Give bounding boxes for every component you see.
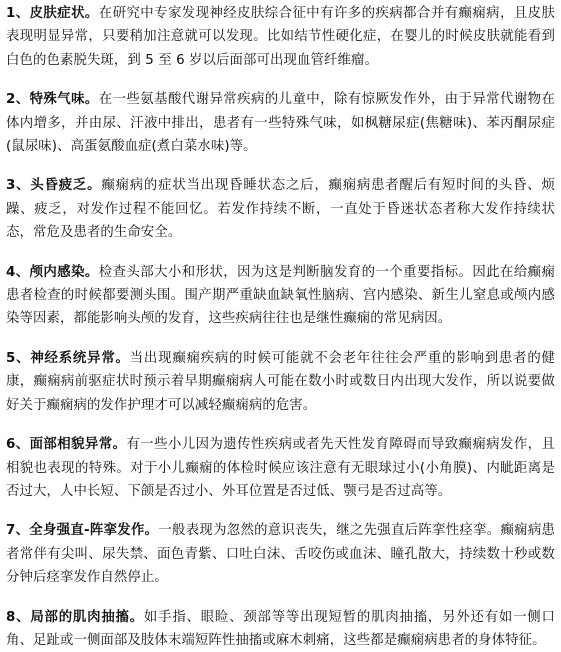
paragraph-facial-features [6, 433, 555, 503]
paragraph-intracranial-infection [6, 261, 555, 331]
paragraph-text: 检查头部大小和形状，因为这是判断脑发育的一个重要指标。因此在给癫痫患者检查的时候都要测头围。围产期严重缺血缺氧性脑病、宫内感染、新生儿窒息或颅内感染等因素，都能影响头颅的发育，这些疾病往往也是继性癫痫的常见病因。 [6, 264, 555, 327]
paragraph-heading: 3、头昏疲乏。 [6, 178, 102, 194]
paragraph-text: 如手指、眼睑、颈部等等出现短暂的肌肉抽搐，另外还有如一侧口角、足趾或一侧面部及肢体末端短阵性抽搐或麻木刺痛，这些都是癫痫病患者的身体特征。 [6, 609, 555, 648]
paragraph-heading: 4、颅内感染。 [6, 264, 99, 280]
paragraph-dizziness-fatigue [6, 174, 555, 244]
paragraph-muscle-twitching [6, 606, 555, 652]
paragraph-text: 在一些氨基酸代谢异常疾病的儿童中，除有惊厥发作外，由于异常代谢物在体内增多，并由尿、汗液中排出，患者有一些特殊气味，如枫糖尿症(焦糖味)、苯丙酮尿症(鼠尿味)、高蛋氨酸血症(煮白菜水味)等。 [6, 92, 555, 155]
paragraph-heading: 1、皮肤症状。 [6, 6, 99, 21]
paragraph-heading: 5、神经系统异常。 [6, 350, 130, 366]
paragraph-heading: 6、面部相貌异常。 [6, 437, 127, 453]
paragraph-text: 在研究中专家发现神经皮肤综合征中有许多的疾病都合并有癫痫病，且皮肤表现明显异常，只要稍加注意就可以发现。比如结节性硬化症，在婴儿的时候皮肤就能看到白色的色素脱失斑，到 5 至 6 岁以后面部可出现血管纤维瘤。 [6, 6, 555, 68]
paragraph-skin-symptoms [6, 2, 555, 72]
paragraph-text: 有一些小儿因为遗传性疾病或者先天性发育障碍而导致癫痫病发作，且相貌也表现的特殊。对于小儿癫痫的体检时候应该注意有无眼球过小(小角膜)、内眦距离是否过大，人中长短、下颌是否过小、外耳位置是否过低、颚弓是否过高等。 [6, 437, 555, 499]
paragraph-text: 一般表现为忽然的意识丧失，继之先强直后阵挛性痉挛。癫痫病患者常伴有尖叫、尿失禁、面色青紫、口吐白沫、舌咬伤或血沫、瞳孔散大，持续数十秒或数分钟后痉挛发作自然停止。 [6, 523, 556, 586]
paragraph-text: 癫痫病的症状当出现昏睡状态之后，癫痫病患者醒后有短时间的头昏、烦躁、疲乏，对发作过程不能回忆。若发作持续不断，一直处于昏迷状态者称大发作持续状态，常危及患者的生命安全。 [6, 178, 555, 241]
paragraph-tonic-clonic [6, 519, 555, 589]
paragraph-heading: 8、局部的肌肉抽搐。 [6, 609, 144, 625]
paragraph-heading: 2、特殊气味。 [6, 92, 99, 108]
paragraph-special-odor [6, 88, 555, 158]
paragraph-nervous-system [6, 347, 555, 417]
paragraph-text: 当出现癫痫疾病的时候可能就不会老年往往会严重的影响到患者的健康，癫痫病前驱症状时预示着早期癫痫病人可能在数小时或数日内出现大发作，所以说要做好关于癫痫病的发作护理才可以减轻癫痫病的危害。 [6, 350, 556, 413]
paragraph-heading: 7、全身强直-阵挛发作。 [6, 523, 159, 539]
